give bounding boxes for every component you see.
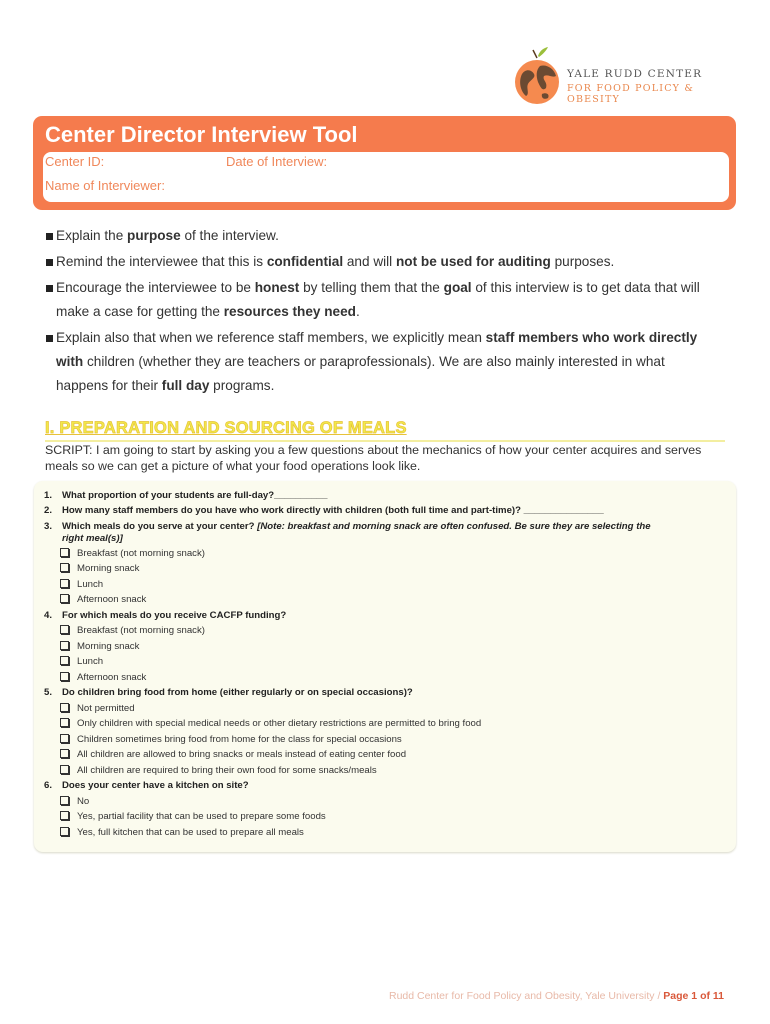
q5-option[interactable]: Children sometimes bring food from home for the class for special occasions — [60, 734, 402, 746]
square-bullet-icon — [46, 259, 53, 266]
checkbox-icon[interactable] — [60, 672, 69, 681]
checkbox-icon[interactable] — [60, 625, 69, 634]
checkbox-icon[interactable] — [60, 579, 69, 588]
header-fields — [43, 152, 729, 202]
rudd-center-logo — [512, 46, 732, 106]
q4-option[interactable]: Afternoon snack — [60, 672, 146, 684]
questions-box — [34, 481, 736, 852]
date-of-interview-field[interactable]: Date of Interview: — [226, 154, 328, 169]
q3-option[interactable]: Breakfast (not morning snack) — [60, 548, 205, 560]
q4-option[interactable]: Breakfast (not morning snack) — [60, 625, 205, 637]
interviewer-name-field[interactable]: Name of Interviewer: — [45, 178, 165, 193]
question-6: 6. Does your center have a kitchen on site? — [44, 780, 249, 791]
checkbox-icon[interactable] — [60, 749, 69, 758]
square-bullet-icon — [46, 285, 53, 292]
center-id-field[interactable]: Center ID: — [45, 154, 105, 169]
section-script: SCRIPT: I am going to start by asking you a few questions about the mechanics of how your center acquires and serves meals so we can get a picture of what your food operations look like. — [45, 443, 702, 473]
q6-option[interactable]: Yes, full kitchen that can be used to prepare all meals — [60, 827, 304, 839]
question-2: 2. How many staff members do you have who work directly with children (both full time and part-time)? _______________ — [44, 505, 604, 516]
question-5: 5. Do children bring food from home (either regularly or on special occasions)? — [44, 687, 413, 698]
checkbox-icon[interactable] — [60, 765, 69, 774]
instruction-item: Explain also that when we reference staff members, we explicitly mean staff members who work directly with children (whether they are teachers or paraprofessionals). We are also mainly interested in what happens for their full day programs. — [46, 326, 736, 398]
q6-option[interactable]: Yes, partial facility that can be used to prepare some foods — [60, 811, 326, 823]
square-bullet-icon — [46, 335, 53, 342]
question-3: 3. Which meals do you serve at your center? [Note: breakfast and morning snack are often confused. Be sure they are selecting the right meal(s)] — [44, 521, 651, 544]
footer-text: Rudd Center for Food Policy and Obesity, Yale University — [388, 990, 655, 1002]
header-box — [33, 116, 736, 210]
logo-line-2: FOR FOOD POLICY & OBESITY — [567, 83, 695, 105]
instruction-item: Explain the purpose of the interview. — [46, 224, 736, 248]
checkbox-icon[interactable] — [60, 656, 69, 665]
page-title: Center Director Interview Tool — [45, 122, 358, 147]
page-number: Page 1 of 11 — [663, 990, 724, 1002]
question-1: 1. What proportion of your students are full-day?__________ — [44, 490, 328, 501]
q5-option[interactable]: Not permitted — [60, 703, 135, 715]
checkbox-icon[interactable] — [60, 718, 69, 727]
q3-option[interactable]: Lunch — [60, 579, 103, 591]
checkbox-icon[interactable] — [60, 796, 69, 805]
footer-separator: / — [654, 990, 664, 1002]
logo-line-1: YALE RUDD CENTER — [567, 68, 703, 80]
page-footer — [0, 990, 724, 1002]
q4-option[interactable]: Lunch — [60, 656, 103, 668]
checkbox-icon[interactable] — [60, 563, 69, 572]
q3-option[interactable]: Morning snack — [60, 563, 139, 575]
checkbox-icon[interactable] — [60, 641, 69, 650]
checkbox-icon[interactable] — [60, 734, 69, 743]
q3-option[interactable]: Afternoon snack — [60, 594, 146, 606]
checkbox-icon[interactable] — [60, 548, 69, 557]
checkbox-icon[interactable] — [60, 827, 69, 836]
square-bullet-icon — [46, 233, 53, 240]
instruction-item: Encourage the interviewee to be honest by telling them that the goal of this interview is to get data that will make a case for getting the resources they need. — [46, 276, 736, 324]
q6-option[interactable]: No — [60, 796, 89, 808]
q4-option[interactable]: Morning snack — [60, 641, 139, 653]
apple-globe-icon — [512, 46, 564, 106]
section-title: I. PREPARATION AND SOURCING OF MEALS — [45, 419, 725, 442]
question-4: 4. For which meals do you receive CACFP funding? — [44, 610, 287, 621]
checkbox-icon[interactable] — [60, 594, 69, 603]
q5-option[interactable]: All children are allowed to bring snacks or meals instead of eating center food — [60, 749, 406, 761]
instructions-list — [46, 224, 736, 400]
instruction-item: Remind the interviewee that this is confidential and will not be used for auditing purposes. — [46, 250, 736, 274]
checkbox-icon[interactable] — [60, 703, 69, 712]
q5-option[interactable]: Only children with special medical needs or other dietary restrictions are permitted to bring food — [60, 718, 481, 730]
q5-option[interactable]: All children are required to bring their own food for some snacks/meals — [60, 765, 377, 777]
checkbox-icon[interactable] — [60, 811, 69, 820]
